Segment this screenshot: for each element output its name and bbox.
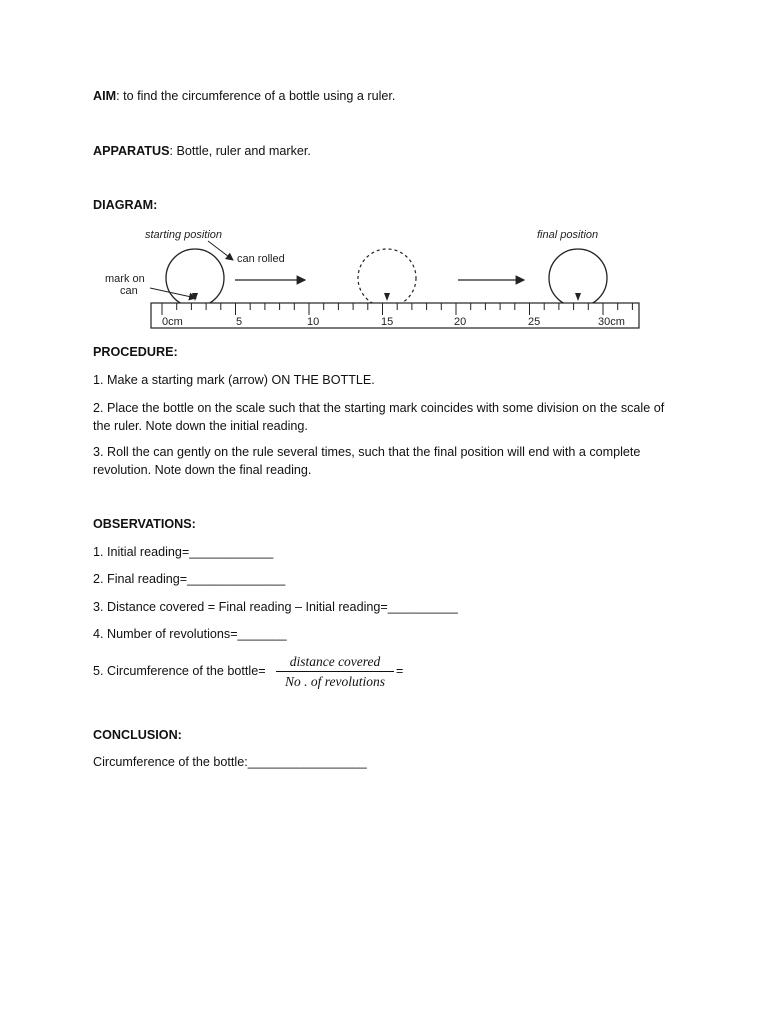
label-final-position: final position	[537, 229, 599, 241]
ruler	[151, 303, 639, 328]
aim-heading: AIM	[93, 89, 117, 103]
observations-heading	[93, 516, 196, 532]
tick-label-5: 5	[236, 316, 243, 328]
middle-mark-icon	[384, 293, 390, 301]
apparatus-line	[93, 143, 311, 159]
procedure-step-3: 3. Roll the can gently on the rule several times, such that the final position will end with a complete revolution. Note down the final reading.	[93, 445, 641, 477]
label-can: can	[120, 285, 138, 297]
procedure-step-2: 2. Place the bottle on the scale such that the starting mark coincides with some division on the scale of the ruler. Note down the initial reading.	[93, 401, 665, 433]
label-mark-on: mark on	[105, 273, 145, 285]
conclusion-heading	[93, 727, 182, 743]
observations-heading-text: OBSERVATIONS:	[93, 517, 196, 531]
apparatus-heading: APPARATUS	[93, 144, 170, 158]
observation-2: 2. Final reading=______________	[93, 572, 286, 586]
apparatus-text: : Bottle, ruler and marker.	[169, 144, 311, 158]
tick-label-20: 20	[454, 316, 467, 328]
procedure-step-1: 1. Make a starting mark (arrow) ON THE BOTTLE.	[93, 373, 375, 387]
can-rolled-pointer	[208, 241, 233, 260]
final-mark-icon	[575, 293, 581, 301]
fraction-bar	[276, 671, 394, 672]
tick-label-30: 30cm	[598, 316, 625, 328]
tick-label-0: 0cm	[162, 316, 183, 328]
aim-line	[93, 88, 395, 104]
tick-label-10: 10	[307, 316, 320, 328]
observation-3: 3. Distance covered = Final reading – Initial reading=__________	[93, 600, 458, 614]
label-can-rolled: can rolled	[237, 253, 285, 265]
diagram-heading-text: DIAGRAM:	[93, 198, 158, 212]
observation-5-prefix: 5. Circumference of the bottle=	[93, 664, 266, 678]
procedure-heading-text: PROCEDURE:	[93, 345, 178, 359]
conclusion-heading-text: CONCLUSION:	[93, 728, 182, 742]
circumference-fraction	[276, 653, 394, 690]
aim-text: : to find the circumference of a bottle using a ruler.	[116, 89, 396, 103]
label-starting-position: starting position	[145, 229, 223, 241]
observation-1: 1. Initial reading=____________	[93, 545, 274, 559]
rolling-can-diagram	[100, 222, 645, 334]
fraction-numerator: distance covered	[289, 654, 381, 669]
tick-label-15: 15	[381, 316, 394, 328]
diagram-heading	[93, 197, 157, 213]
procedure-heading	[93, 344, 178, 360]
tick-label-25: 25	[528, 316, 541, 328]
fraction-equals: =	[396, 664, 404, 678]
conclusion-text: Circumference of the bottle:_________________	[93, 755, 367, 769]
fraction-denominator: No . of revolutions	[285, 674, 385, 689]
observation-4: 4. Number of revolutions=_______	[93, 627, 287, 641]
